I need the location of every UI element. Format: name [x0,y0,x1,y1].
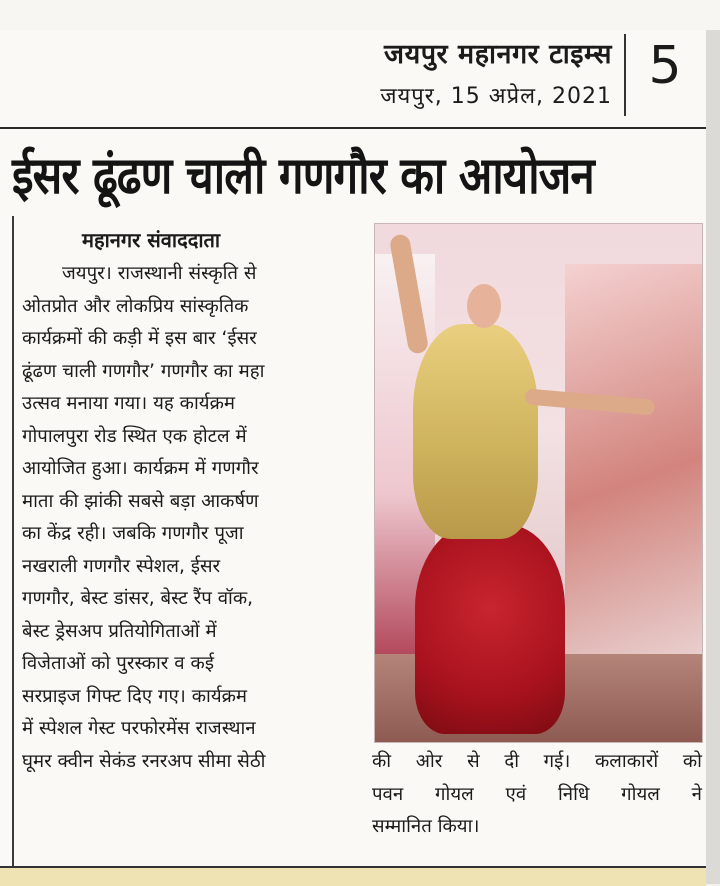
header-rule [0,127,706,129]
article-line: घूमर क्वीन सेकंड रनरअप सीमा सेठी [22,750,266,772]
article-line: नखराली गणगौर स्पेशल, ईसर [22,555,221,577]
article-line: गणगौर, बेस्ट डांसर, बेस्ट रैंप वॉक, [22,588,254,609]
article-line: सम्मानित किया। [372,816,480,837]
page-number: 5 [648,36,682,96]
dancer-dupatta [413,324,538,539]
column-rule [12,216,14,866]
dancer-photo [374,223,703,743]
article-line: विजेताओं को पुरस्कार व कई [22,653,214,674]
article-line: गोपालपुरा रोड स्थित एक होटल में [22,425,247,447]
headline: ईसर ढूंढण चाली गणगौर का आयोजन [12,147,594,206]
dancer-skirt [415,524,565,734]
article-line: माता की झांकी सबसे बड़ा आकर्षण [22,490,259,512]
article-line: बेस्ट ड्रेसअप प्रतियोगिताओं में [22,620,217,642]
backdrop-painting [565,264,703,654]
article-line: ओतप्रोत और लोकप्रिय सांस्कृतिक [22,295,249,317]
article-continuation [372,746,702,844]
article-line: कार्यक्रमों की कड़ी में इस बार ‘ईसर [22,328,257,349]
article-line: ढूंढण चाली गणगौर’ गणगौर का महा [22,360,265,382]
article-line: में स्पेशल गेस्ट परफोरमेंस राजस्थान [22,718,256,739]
article-line: पवन गोयल एवं निधि गोयल ने [372,783,702,805]
article-line: उत्सव मनाया गया। यह कार्यक्रम [22,393,235,414]
top-margin [0,0,720,30]
article-line: जयपुर। राजस्थानी संस्कृति से [62,263,257,284]
article-line: की ओर से दी गई। कलाकारों को [372,751,702,772]
article-body [22,258,362,778]
article-line: सरप्राइज गिफ्ट दिए गए। कार्यक्रम [22,685,248,707]
article-line: का केंद्र रही। जबकि गणगौर पूजा [22,523,244,544]
dancer-face [467,284,501,328]
dateline: जयपुर, 15 अप्रेल, 2021 [380,84,612,109]
next-article-band [0,866,706,886]
masthead [318,34,626,116]
paper-name: जयपुर महानगर टाइम्स [384,39,612,70]
article-line: आयोजित हुआ। कार्यक्रम में गणगौर [22,458,259,479]
byline: महानगर संवाददाता [82,228,221,252]
page-edge [706,0,720,884]
